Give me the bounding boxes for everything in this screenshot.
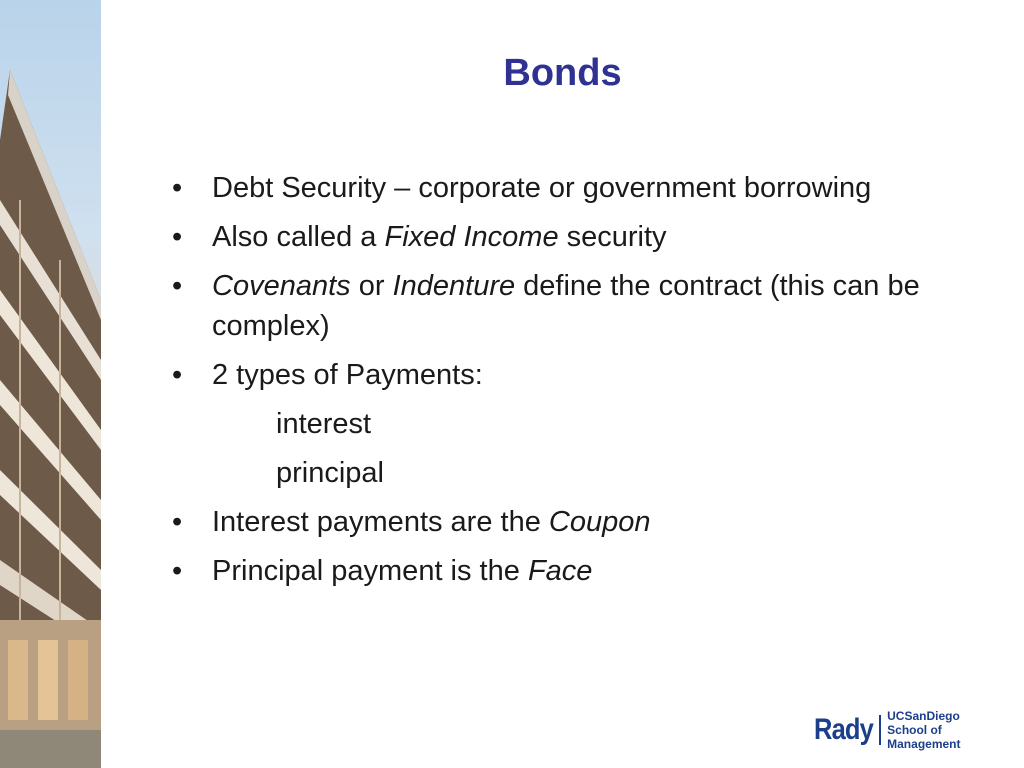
building-photo bbox=[0, 0, 101, 768]
bullet-item bbox=[172, 266, 1002, 346]
bullet-marker: • bbox=[172, 172, 183, 204]
bullet-marker: • bbox=[172, 221, 183, 253]
bullet-marker: • bbox=[172, 359, 183, 391]
bullet-item bbox=[172, 551, 1002, 591]
bullet-marker: • bbox=[172, 506, 183, 538]
bullet-text: security bbox=[558, 221, 667, 253]
bullet-text: Also called a bbox=[212, 221, 385, 253]
sub-item: interest bbox=[276, 408, 372, 440]
rady-logo bbox=[814, 709, 1004, 751]
bullet-text: Coupon bbox=[548, 506, 651, 538]
bullet-marker: • bbox=[172, 555, 183, 587]
bullet-text: Principal payment is the bbox=[212, 555, 528, 587]
logo-school: School of Management bbox=[887, 723, 961, 751]
bullet-item bbox=[172, 168, 1002, 208]
bullet-text: Fixed Income bbox=[384, 221, 559, 253]
sub-item: principal bbox=[276, 457, 384, 489]
bullet-list bbox=[172, 168, 1002, 600]
slide-title: Bonds bbox=[503, 52, 622, 94]
logo-rady: Rady bbox=[814, 713, 873, 746]
bullet-item bbox=[172, 502, 1002, 542]
bullet-marker: • bbox=[172, 270, 183, 302]
bullet-item bbox=[172, 355, 1002, 395]
bullet-text: or bbox=[350, 270, 393, 302]
bullet-text: Covenants bbox=[212, 270, 351, 302]
bullet-text: Interest payments are the bbox=[212, 506, 549, 538]
logo-university: UCSanDiego bbox=[887, 709, 960, 723]
bullet-text: Debt Security – corporate or government borrowing bbox=[212, 172, 872, 204]
bullet-text: Indenture bbox=[392, 270, 516, 302]
bullet-item bbox=[172, 217, 1002, 257]
bullet-text: Face bbox=[527, 555, 593, 587]
logo-separator bbox=[879, 715, 881, 745]
bullet-text: define the contract (this can be complex) bbox=[212, 270, 920, 342]
bullet-text: 2 types of Payments: bbox=[212, 359, 483, 391]
